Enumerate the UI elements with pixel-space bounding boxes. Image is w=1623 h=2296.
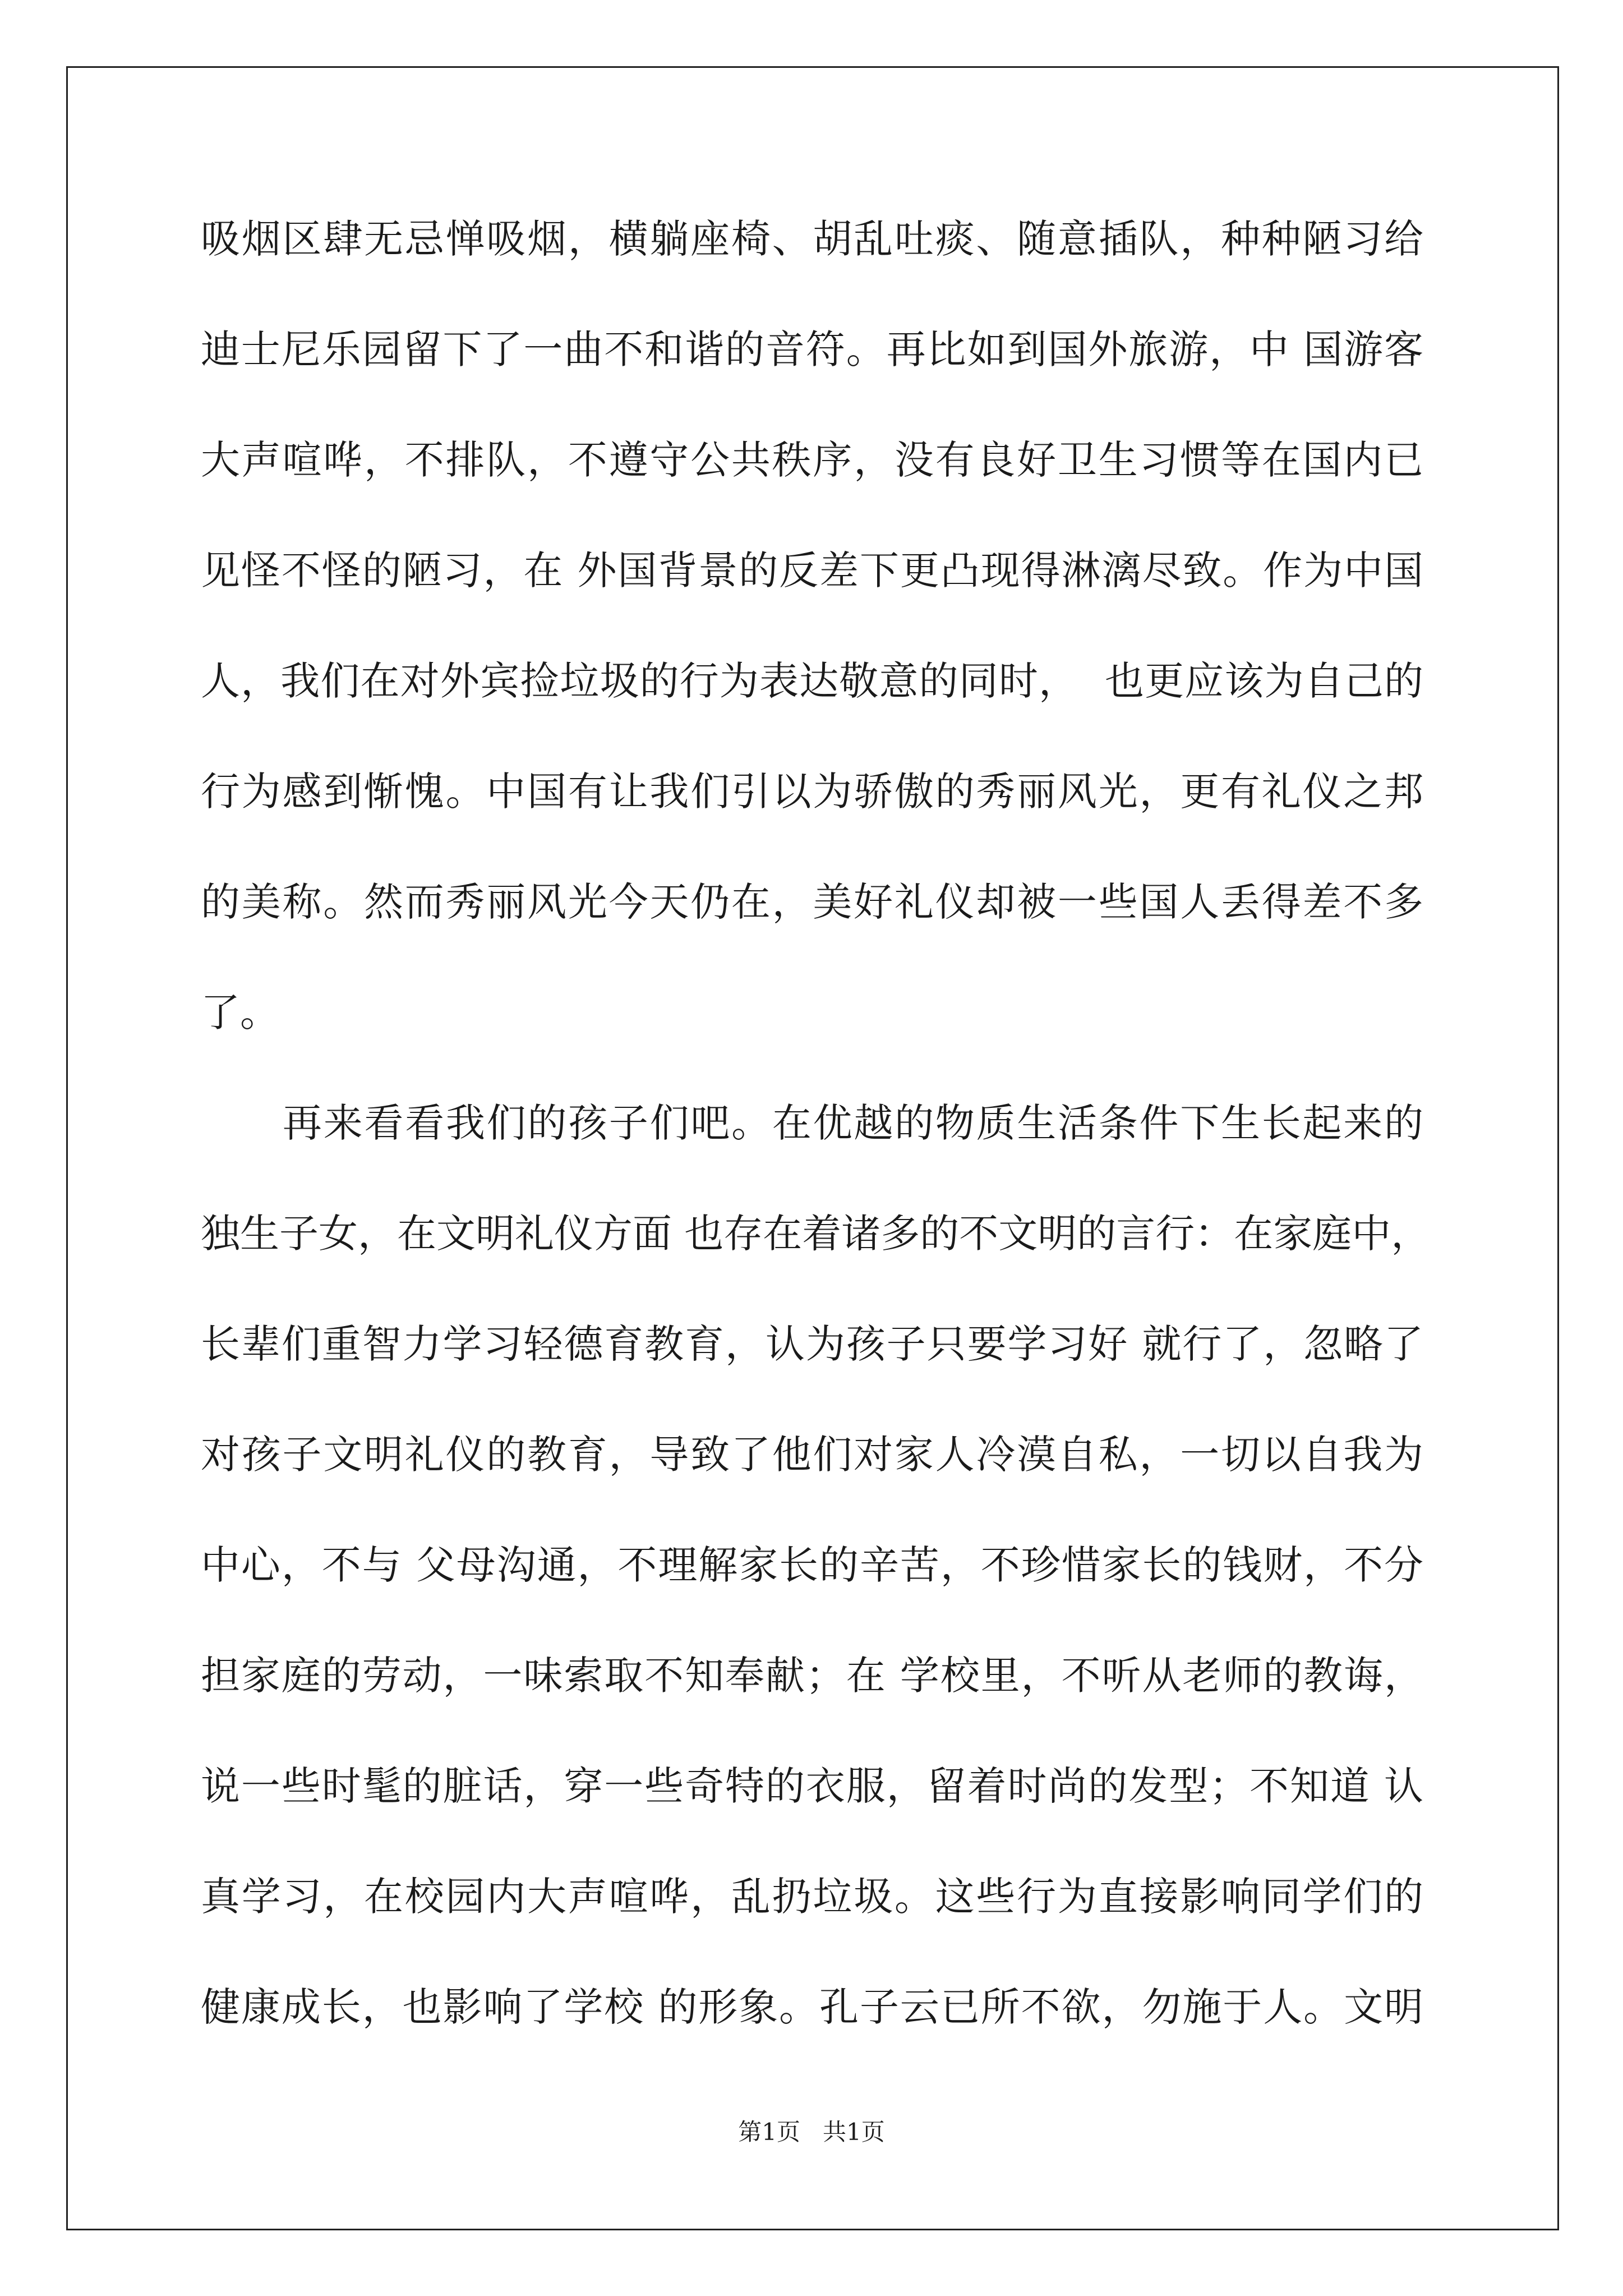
- text-line: 再来看看我们的孩子们吧。在优越的物质生活条件下生长起来的: [283, 1100, 1423, 1146]
- text-line: 见怪不怪的陋习，在 外国背景的反差下更凸现得淋漓尽致。作为中国: [201, 547, 1423, 593]
- text-line: 迪士尼乐园留下了一曲不和谐的音符。再比如到国外旅游，中 国游客: [201, 326, 1423, 372]
- text-line: 了。: [201, 990, 279, 1036]
- text-line: 健康成长，也影响了学校 的形象。孔子云已所不欲，勿施于人。文明: [201, 1984, 1423, 2030]
- text-line: 吸烟区肆无忌惮吸烟，横躺座椅、胡乱吐痰、随意插队，种种陋习给: [201, 216, 1423, 262]
- text-line: 说一些时髦的脏话，穿一些奇特的衣服，留着时尚的发型；不知道 认: [201, 1763, 1423, 1809]
- page-footer: 第1页 共1页: [738, 2118, 885, 2146]
- text-line: 长辈们重智力学习轻德育教育，认为孩子只要学习好 就行了，忽略了: [201, 1321, 1423, 1367]
- text-line: 人，我们在对外宾捡垃圾的行为表达敬意的同时， 也更应该为自己的: [201, 658, 1423, 704]
- text-line: 中心，不与 父母沟通，不理解家长的辛苦，不珍惜家长的钱财，不分: [201, 1542, 1423, 1588]
- text-line: 的美称。然而秀丽风光今天仍在，美好礼仪却被一些国人丢得差不多: [201, 879, 1423, 925]
- text-line: 对孩子文明礼仪的教育，导致了他们对家人冷漠自私，一切以自我为: [201, 1432, 1423, 1478]
- text-line: 大声喧哗，不排队，不遵守公共秩序，没有良好卫生习惯等在国内已: [201, 437, 1423, 483]
- text-line: 独生子女，在文明礼仪方面 也存在着诸多的不文明的言行：在家庭中，: [201, 1211, 1431, 1257]
- text-line: 行为感到惭愧。中国有让我们引以为骄傲的秀丽风光，更有礼仪之邦: [201, 769, 1423, 815]
- text-line: 真学习，在校园内大声喧哗，乱扔垃圾。这些行为直接影响同学们的: [201, 1874, 1423, 1920]
- text-line: 担家庭的劳动，一味索取不知奉献；在 学校里，不听从老师的教诲，: [201, 1653, 1423, 1699]
- body-text: [201, 211, 1431, 2090]
